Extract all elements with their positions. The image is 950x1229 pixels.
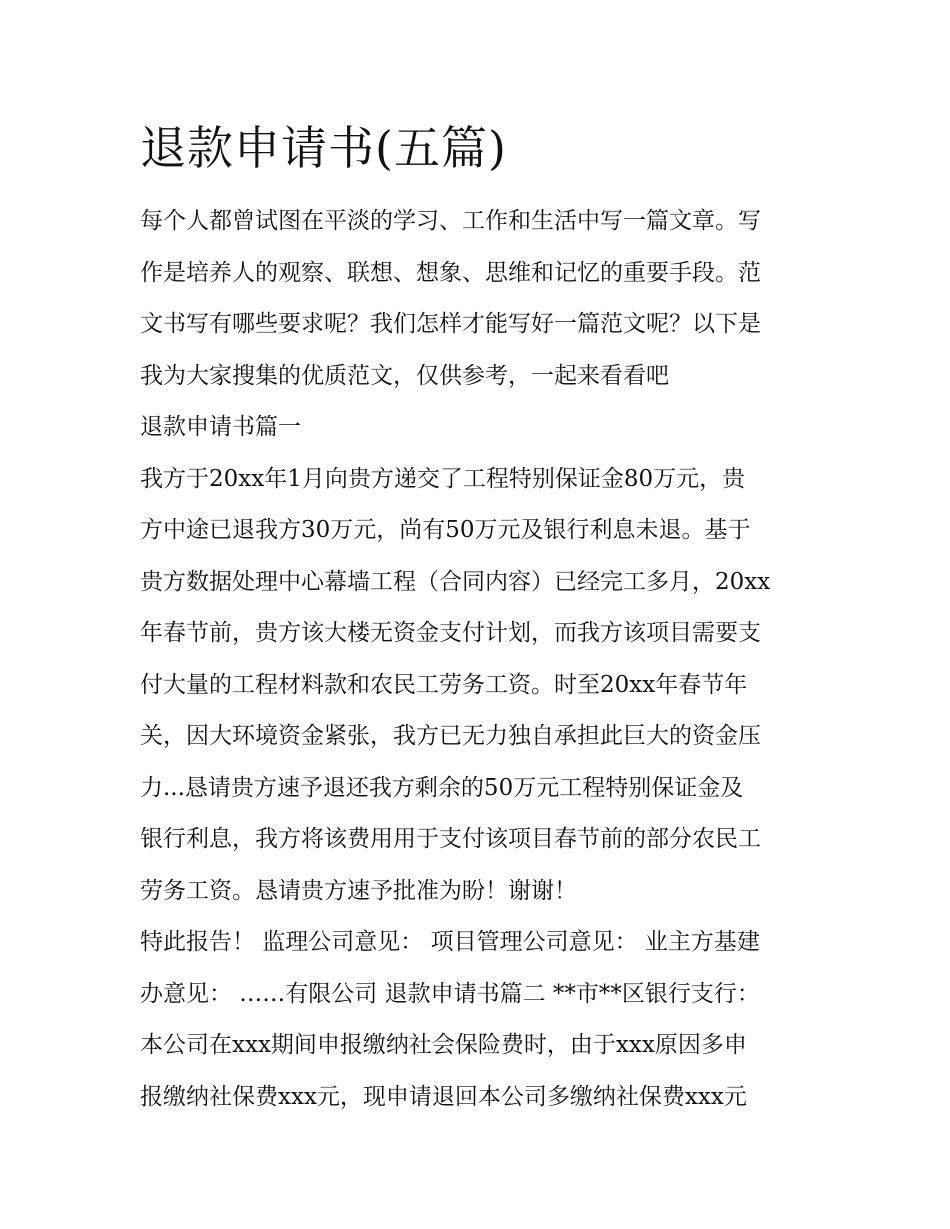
body-line-12: 本公司在xxx期间申报缴纳社会保险费时，由于xxx原因多申	[140, 1032, 747, 1058]
body-line-2: 方中途已退我方30万元，尚有50万元及银行利息未退。基于	[140, 517, 751, 543]
body-line-9: 劳务工资。恳请贵方速予批准为盼！谢谢！	[140, 877, 577, 904]
body-line-1: 我方于20xx年1月向贵方递交了工程特别保证金80万元，贵	[140, 465, 746, 492]
body-line-7: 力...恳请贵方速予退还我方剩余的50万元工程特别保证金及	[140, 774, 744, 801]
body-line-4: 年春节前，贵方该大楼无资金支付计划，而我方该项目需要支	[140, 620, 761, 646]
intro-line-3: 文书写有哪些要求呢？我们怎样才能写好一篇范文呢？以下是	[140, 311, 761, 337]
document-title: 退款申请书(五篇)	[140, 121, 507, 175]
body-line-6: 关，因大环境资金紧张，我方已无力独自承担此巨大的资金压	[140, 723, 761, 749]
body-line-13: 报缴纳社保费xxx元，现申请退回本公司多缴纳社保费xxx元	[140, 1083, 747, 1110]
intro-line-2: 作是培养人的观察、联想、想象、思维和记忆的重要手段。范	[140, 259, 761, 286]
body-line-5: 付大量的工程材料款和农民工劳务工资。时至20xx年春节年	[140, 671, 748, 698]
intro-line-1: 每个人都曾试图在平淡的学习、工作和生活中写一篇文章。写	[140, 208, 761, 234]
section-heading-1: 退款申请书篇一	[140, 414, 301, 440]
body-line-8: 银行利息，我方将该费用用于支付该项目春节前的部分农民工	[140, 826, 761, 852]
intro-line-4: 我为大家搜集的优质范文，仅供参考，一起来看看吧	[140, 362, 669, 389]
body-line-10: 特此报告！ 监理公司意见： 项目管理公司意见： 业主方基建	[140, 929, 760, 955]
body-line-3: 贵方数据处理中心幕墙工程（合同内容）已经完工多月，20xx	[140, 568, 771, 595]
document-body	[140, 112, 812, 1123]
body-line-11: 办意见： ……有限公司 退款申请书篇二 **市**区银行支行：	[140, 980, 760, 1007]
